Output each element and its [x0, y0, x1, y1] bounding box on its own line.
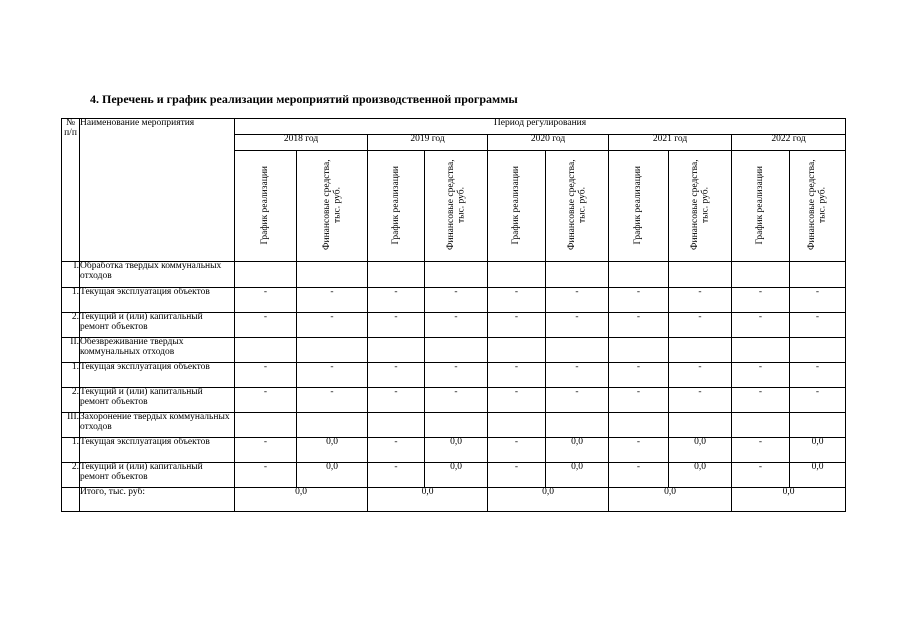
- schedule-header: [235, 151, 297, 262]
- finance-header: [425, 151, 488, 262]
- schedule-cell: -: [235, 463, 297, 488]
- vertical-header-text: Финансовые средства, тыс. руб.: [689, 159, 710, 251]
- schedule-cell: -: [235, 388, 297, 413]
- finance-cell: [297, 413, 368, 438]
- schedule-cell: [488, 413, 546, 438]
- finance-header: [790, 151, 846, 262]
- finance-cell: -: [546, 313, 609, 338]
- finance-cell: [669, 413, 732, 438]
- total-row: [62, 488, 846, 512]
- row-name: Текущий и (или) капитальный ремонт объектов: [80, 388, 235, 413]
- row-name: Текущая эксплуатация объектов: [80, 288, 235, 313]
- schedule-cell: -: [609, 463, 669, 488]
- row-number: 2.: [62, 313, 80, 338]
- finance-cell: 0,0: [669, 438, 732, 463]
- table-row: [62, 262, 846, 288]
- row-name: Текущий и (или) капитальный ремонт объектов: [80, 463, 235, 488]
- schedule-cell: -: [732, 388, 790, 413]
- period-header: Период регулирования: [235, 119, 846, 135]
- schedule-cell: -: [609, 288, 669, 313]
- finance-cell: [297, 338, 368, 363]
- finance-cell: [425, 262, 488, 288]
- schedule-cell: [235, 338, 297, 363]
- schedule-cell: -: [488, 438, 546, 463]
- finance-cell: -: [790, 363, 846, 388]
- schedule-cell: [732, 262, 790, 288]
- year-header: 2021 год: [609, 135, 732, 151]
- finance-cell: [297, 262, 368, 288]
- finance-cell: -: [425, 288, 488, 313]
- schedule-cell: [609, 262, 669, 288]
- total-value: 0,0: [732, 488, 846, 512]
- row-name: Обработка твердых коммунальных отходов: [80, 262, 235, 288]
- schedule-cell: [609, 338, 669, 363]
- schedule-cell: -: [235, 363, 297, 388]
- schedule-cell: [368, 413, 425, 438]
- program-table: [61, 118, 846, 512]
- schedule-cell: -: [368, 363, 425, 388]
- total-number-cell: [62, 488, 80, 512]
- finance-cell: -: [297, 288, 368, 313]
- schedule-cell: [488, 262, 546, 288]
- schedule-cell: [235, 413, 297, 438]
- schedule-cell: [488, 338, 546, 363]
- finance-header: [669, 151, 732, 262]
- vertical-header-text: График реализации: [260, 165, 271, 245]
- schedule-cell: [609, 413, 669, 438]
- schedule-cell: -: [235, 313, 297, 338]
- vertical-header-text: Финансовые средства, тыс. руб.: [321, 159, 342, 251]
- year-header: 2019 год: [368, 135, 488, 151]
- row-name: Текущая эксплуатация объектов: [80, 363, 235, 388]
- finance-cell: 0,0: [790, 438, 846, 463]
- num-header: № п/п: [62, 119, 80, 262]
- schedule-cell: -: [732, 313, 790, 338]
- total-value: 0,0: [368, 488, 488, 512]
- finance-cell: 0,0: [546, 463, 609, 488]
- finance-cell: 0,0: [425, 463, 488, 488]
- schedule-cell: -: [488, 363, 546, 388]
- row-number: III.: [62, 413, 80, 438]
- name-header: Наименование мероприятия: [80, 119, 235, 262]
- schedule-cell: -: [732, 363, 790, 388]
- table-row: [62, 313, 846, 338]
- schedule-cell: -: [368, 288, 425, 313]
- finance-header: [546, 151, 609, 262]
- finance-cell: -: [546, 388, 609, 413]
- schedule-cell: [235, 262, 297, 288]
- schedule-header: [732, 151, 790, 262]
- schedule-cell: [368, 262, 425, 288]
- row-number: I.: [62, 262, 80, 288]
- schedule-header: [609, 151, 669, 262]
- schedule-cell: -: [609, 438, 669, 463]
- finance-cell: -: [546, 288, 609, 313]
- schedule-cell: -: [235, 288, 297, 313]
- vertical-header-text: График реализации: [511, 165, 522, 245]
- schedule-cell: -: [368, 438, 425, 463]
- row-number: 2.: [62, 388, 80, 413]
- schedule-cell: -: [368, 388, 425, 413]
- vertical-header-text: Финансовые средства, тыс. руб.: [566, 159, 587, 251]
- finance-cell: -: [669, 313, 732, 338]
- finance-header: [297, 151, 368, 262]
- table-row: [62, 438, 846, 463]
- schedule-cell: -: [488, 313, 546, 338]
- finance-cell: -: [425, 363, 488, 388]
- vertical-header-text: График реализации: [755, 165, 766, 245]
- vertical-header-text: График реализации: [390, 165, 401, 245]
- finance-cell: -: [669, 288, 732, 313]
- schedule-cell: -: [488, 463, 546, 488]
- vertical-header-text: Финансовые средства, тыс. руб.: [445, 159, 466, 251]
- schedule-cell: [732, 413, 790, 438]
- finance-cell: [425, 338, 488, 363]
- schedule-cell: -: [732, 288, 790, 313]
- finance-cell: [546, 413, 609, 438]
- schedule-cell: [368, 338, 425, 363]
- row-number: 1.: [62, 438, 80, 463]
- finance-cell: -: [790, 313, 846, 338]
- total-label: Итого, тыс. руб:: [80, 488, 235, 512]
- schedule-cell: -: [732, 438, 790, 463]
- finance-cell: [669, 262, 732, 288]
- row-number: II.: [62, 338, 80, 363]
- finance-cell: 0,0: [297, 438, 368, 463]
- schedule-cell: -: [368, 313, 425, 338]
- row-number: 1.: [62, 363, 80, 388]
- vertical-header-text: График реализации: [633, 165, 644, 245]
- table-row: [62, 463, 846, 488]
- section-heading: 4. Перечень и график реализации мероприятий производственной программы: [90, 92, 518, 106]
- finance-cell: [790, 262, 846, 288]
- finance-cell: -: [790, 288, 846, 313]
- finance-cell: -: [297, 363, 368, 388]
- schedule-header: [488, 151, 546, 262]
- vertical-header-text: Финансовые средства, тыс. руб.: [807, 159, 828, 251]
- table-row: [62, 288, 846, 313]
- finance-cell: [790, 413, 846, 438]
- table-row: [62, 388, 846, 413]
- schedule-cell: -: [732, 463, 790, 488]
- schedule-cell: -: [488, 388, 546, 413]
- finance-cell: [425, 413, 488, 438]
- table-row: [62, 413, 846, 438]
- row-number: 2.: [62, 463, 80, 488]
- finance-cell: -: [669, 388, 732, 413]
- schedule-cell: -: [609, 363, 669, 388]
- finance-cell: 0,0: [297, 463, 368, 488]
- finance-cell: [546, 262, 609, 288]
- finance-cell: -: [790, 388, 846, 413]
- schedule-cell: -: [609, 313, 669, 338]
- total-value: 0,0: [235, 488, 368, 512]
- schedule-cell: -: [488, 288, 546, 313]
- schedule-cell: -: [235, 438, 297, 463]
- table-row: [62, 338, 846, 363]
- finance-cell: -: [546, 363, 609, 388]
- row-name: Обезвреживание твердых коммунальных отходов: [80, 338, 235, 363]
- finance-cell: 0,0: [546, 438, 609, 463]
- finance-cell: [790, 338, 846, 363]
- finance-cell: [546, 338, 609, 363]
- finance-cell: 0,0: [790, 463, 846, 488]
- year-header: 2022 год: [732, 135, 846, 151]
- schedule-cell: -: [609, 388, 669, 413]
- year-header: 2020 год: [488, 135, 609, 151]
- total-value: 0,0: [609, 488, 732, 512]
- finance-cell: -: [669, 363, 732, 388]
- finance-cell: -: [297, 313, 368, 338]
- row-number: 1.: [62, 288, 80, 313]
- schedule-cell: [732, 338, 790, 363]
- finance-cell: 0,0: [425, 438, 488, 463]
- row-name: Захоронение твердых коммунальных отходов: [80, 413, 235, 438]
- finance-cell: -: [297, 388, 368, 413]
- total-value: 0,0: [488, 488, 609, 512]
- table-row: [62, 363, 846, 388]
- year-header: 2018 год: [235, 135, 368, 151]
- finance-cell: 0,0: [669, 463, 732, 488]
- schedule-cell: -: [368, 463, 425, 488]
- finance-cell: [669, 338, 732, 363]
- row-name: Текущая эксплуатация объектов: [80, 438, 235, 463]
- row-name: Текущий и (или) капитальный ремонт объектов: [80, 313, 235, 338]
- schedule-header: [368, 151, 425, 262]
- finance-cell: -: [425, 313, 488, 338]
- table-body: [62, 119, 846, 512]
- finance-cell: -: [425, 388, 488, 413]
